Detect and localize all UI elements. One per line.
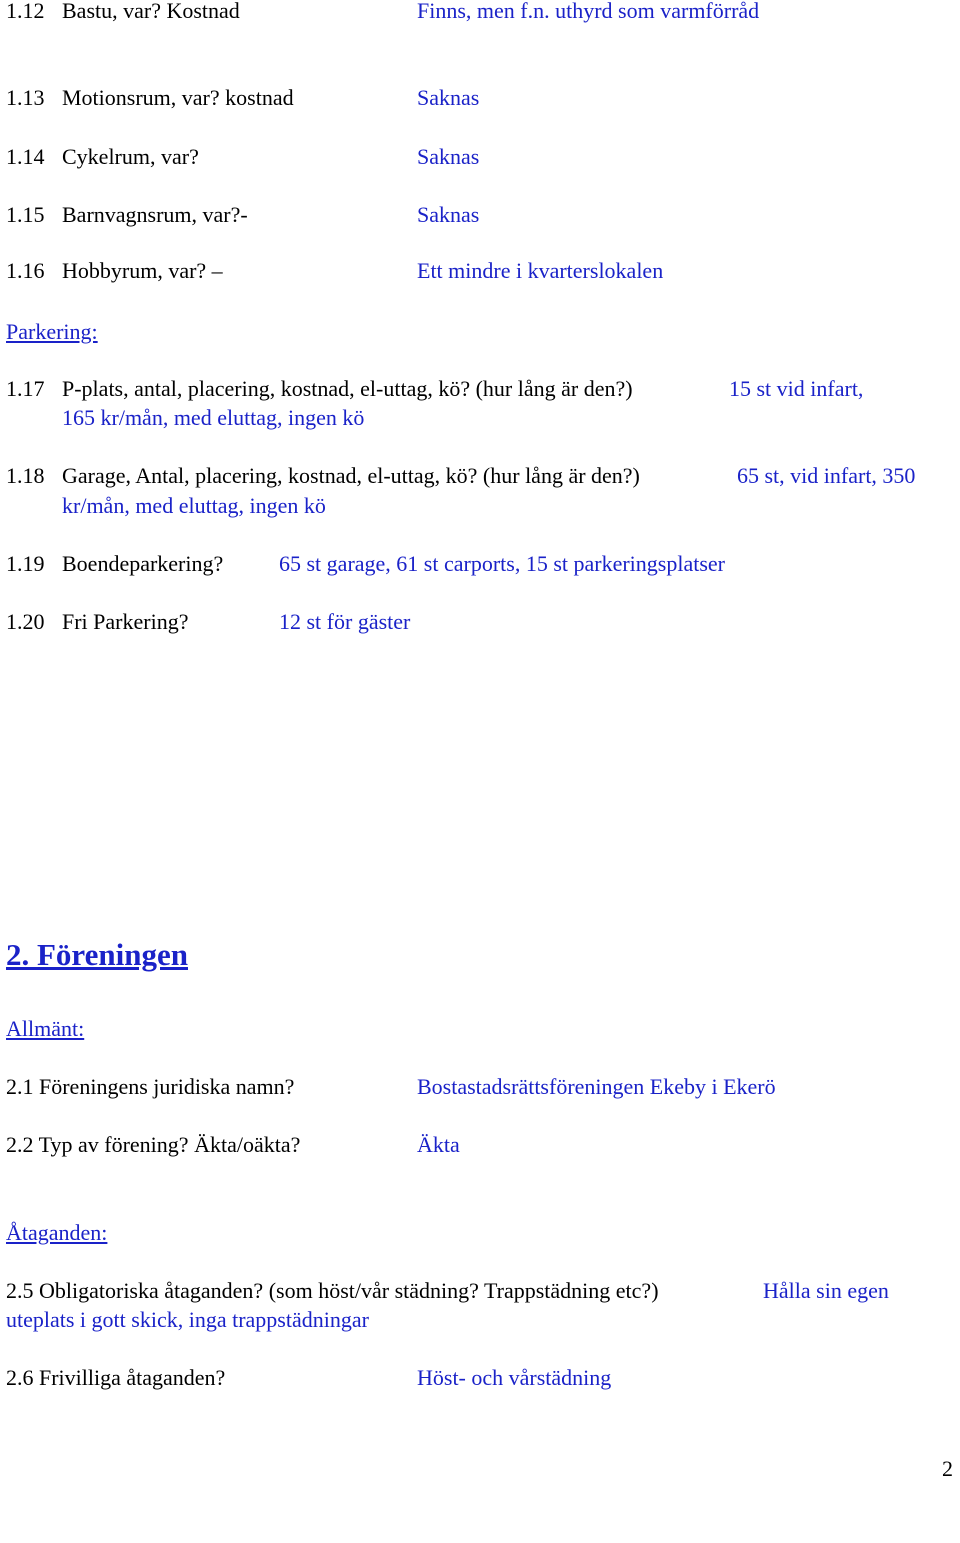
row-1-20-number: 1.20: [6, 609, 45, 634]
section-heading-foreningen: 2. Föreningen: [6, 937, 188, 972]
row-1-13-answer: Saknas: [417, 85, 480, 110]
section-heading-parkering: Parkering:: [6, 319, 98, 344]
row-1-12-question: Bastu, var? Kostnad: [62, 0, 240, 23]
row-1-16-answer: Ett mindre i kvarterslokalen: [417, 258, 664, 283]
row-2-5-answer-line2: uteplats i gott skick, inga trappstädningar: [6, 1307, 369, 1332]
row-1-12-answer: Finns, men f.n. uthyrd som varmförråd: [417, 0, 760, 23]
row-1-17-answer-line1: 15 st vid infart,: [729, 376, 864, 401]
row-2-2-question: 2.2 Typ av förening? Äkta/oäkta?: [6, 1132, 301, 1157]
page-number: 2: [942, 1456, 953, 1481]
row-1-17-answer-line2: 165 kr/mån, med eluttag, ingen kö: [62, 405, 365, 430]
row-1-14-answer: Saknas: [417, 144, 480, 169]
row-1-18-number: 1.18: [6, 463, 45, 488]
section-heading-ataganden: Åtaganden:: [6, 1220, 108, 1245]
row-1-19-answer: 65 st garage, 61 st carports, 15 st parkeringsplatser: [279, 551, 725, 576]
row-2-5-answer-line1: Hålla sin egen: [763, 1278, 889, 1303]
row-1-12-number: 1.12: [6, 0, 45, 23]
row-1-16-number: 1.16: [6, 258, 45, 283]
row-1-14-question: Cykelrum, var?: [62, 144, 199, 169]
row-2-6-answer: Höst- och vårstädning: [417, 1365, 612, 1390]
row-1-17-question: P-plats, antal, placering, kostnad, el-uttag, kö? (hur lång är den?): [62, 376, 633, 401]
section-heading-allmant: Allmänt:: [6, 1016, 85, 1041]
row-1-20-answer: 12 st för gäster: [279, 609, 411, 634]
row-2-5-question: 2.5 Obligatoriska åtaganden? (som höst/vår städning? Trappstädning etc?): [6, 1278, 659, 1303]
row-2-1-answer: Bostastadsrättsföreningen Ekeby i Ekerö: [417, 1074, 776, 1099]
row-2-2-answer: Äkta: [417, 1132, 460, 1157]
row-1-14-number: 1.14: [6, 144, 45, 169]
row-1-18-question: Garage, Antal, placering, kostnad, el-uttag, kö? (hur lång är den?): [62, 463, 640, 488]
row-1-15-number: 1.15: [6, 202, 45, 227]
row-1-15-answer: Saknas: [417, 202, 480, 227]
row-1-20-question: Fri Parkering?: [62, 609, 189, 634]
row-1-16-question: Hobbyrum, var? –: [62, 258, 223, 283]
row-2-6-question: 2.6 Frivilliga åtaganden?: [6, 1365, 226, 1390]
row-1-18-answer-line1: 65 st, vid infart, 350: [737, 463, 916, 488]
row-1-19-question: Boendeparkering?: [62, 551, 224, 576]
row-1-18-answer-line2: kr/mån, med eluttag, ingen kö: [62, 493, 326, 518]
row-1-19-number: 1.19: [6, 551, 45, 576]
row-1-13-question: Motionsrum, var? kostnad: [62, 85, 294, 110]
row-2-1-question: 2.1 Föreningens juridiska namn?: [6, 1074, 295, 1099]
row-1-17-number: 1.17: [6, 376, 45, 401]
row-1-15-question: Barnvagnsrum, var?-: [62, 202, 248, 227]
row-1-13-number: 1.13: [6, 85, 45, 110]
